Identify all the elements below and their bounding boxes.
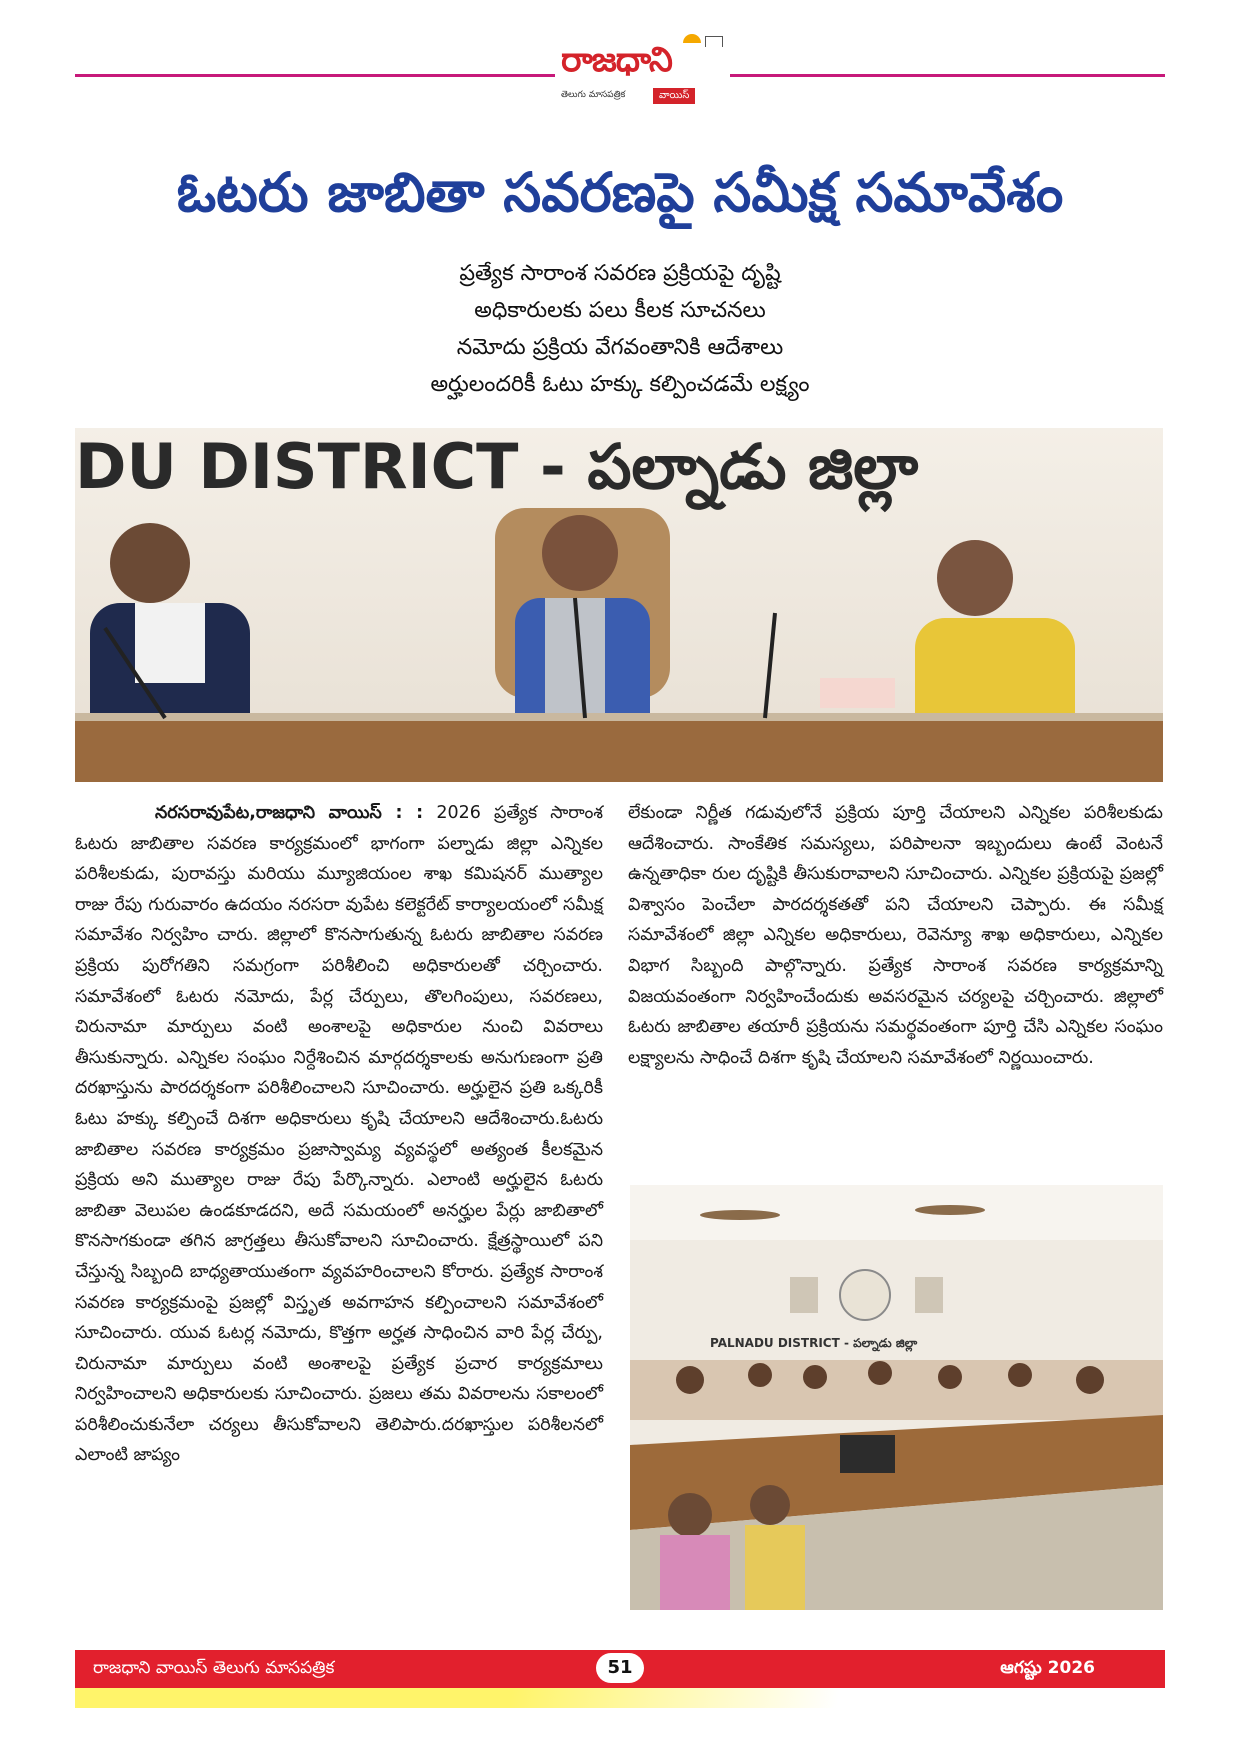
wall-sign-text: DU DISTRICT - పల్నాడు జిల్లా — [75, 430, 919, 503]
wall-sign-text: PALNADU DISTRICT - పల్నాడు జిల్లా — [710, 1336, 918, 1350]
footer-date: ఆగష్టు 2026 — [1000, 1658, 1095, 1678]
subheadings — [200, 255, 1040, 403]
logo-voice-tag: వాయిస్ — [653, 88, 695, 104]
page-footer — [75, 1650, 1165, 1688]
article-dateline: నరసరావుపేట,రాజధాని వాయిస్ : : — [155, 803, 424, 823]
article-column-left — [75, 798, 603, 1471]
logo-title: రాజధాని — [561, 40, 672, 80]
tower-icon — [705, 36, 723, 47]
subheading: ప్రత్యేక సారాంశ సవరణ ప్రక్రియపై దృష్టి — [459, 261, 781, 286]
page-number: 51 — [596, 1653, 644, 1683]
logo-subtitle: తెలుగు మాసపత్రిక — [561, 90, 626, 100]
sun-icon — [683, 34, 701, 43]
footer-band — [75, 1688, 1165, 1708]
meeting-photo-room — [630, 1185, 1163, 1610]
meeting-photo-main — [75, 428, 1163, 782]
footer-publication: రాజధాని వాయిస్ తెలుగు మాసపత్రిక — [93, 1658, 335, 1678]
footer-yellow-stripe — [75, 1688, 1165, 1708]
article-body-left: 2026 ప్రత్యేక సారాంశ ఓటరు జాబితాల సవరణ కార్యక్రమంలో భాగంగా పల్నాడు జిల్లా ఎన్నికల పరిశీలకుడు, పురావస్తు మరియు మ్యూజియంల శాఖ కమిషనర్ ముత్యాల రాజు రేపు గురువారం ఉదయం నరసరా వుపేట కలెక్టరేట్ కార్యాలయంలో సమీక్ష సమావేశం నిర్వహిం చారు. జిల్లాలో కొనసాగుతున్న ఓటరు జాబితాల సవరణ ప్రక్రియ పురోగతిని సమగ్రంగా పరిశీలించి అధికారులతో చర్చించారు. సమావేశంలో ఓటరు నమోదు, పేర్ల చేర్పులు, తొలగింపులు, సవరణలు, చిరునామా మార్పులు వంటి అంశాలపై అధికారుల నుంచి వివరాలు తీసుకున్నారు. ఎన్నికల సంఘం నిర్దేశించిన మార్గదర్శకాలకు అనుగుణంగా ప్రతి దరఖాస్తును పారదర్శకంగా పరిశీలించాలని సూచించారు. అర్హులైన ప్రతి ఒక్కరికీ ఓటు హక్కు కల్పించే దిశగా అధికారులు కృషి చేయాలని ఆదేశించారు.ఓటరు జాబితాల సవరణ కార్యక్రమం ప్రజాస్వామ్య వ్యవస్థలో అత్యంత కీలకమైన ప్రక్రియ అని ముత్యాల రాజు రేపు పేర్కొన్నారు. ఎలాంటి అర్హులైన ఓటరు జాబితా వెలుపల ఉండకూడదని, అదే సమయంలో అనర్హుల పేర్లు జాబితాలో కొనసాగకుండా తగిన జాగ్రత్తలు తీసుకోవాలని సూచించారు. క్షేత్రస్థాయిలో పని చేస్తున్న సిబ్బంది బాధ్యతాయుతంగా వ్యవహరించాలని కోరారు. ప్రత్యేక సారాంశ సవరణ కార్యక్రమంపై ప్రజల్లో విస్తృత అవగాహన కల్పించాలని సమావేశంలో సూచించారు. యువ ఓటర్ల నమోదు, కొత్తగా అర్హత సాధించిన వారి పేర్ల చేర్పు, చిరునామా మార్పులు వంటి అంశాలపై ప్రత్యేక ప్రచార కార్యక్రమాలు నిర్వహించాలని అధికారులకు సూచించారు. ప్రజలు తమ వివరాలను సకాలంలో పరిశీలించుకునేలా చర్యలు తీసుకోవాలని తెలిపారు.దరఖాస్తుల పరిశీలనలో ఎలాంటి జాప్యం — [75, 803, 604, 1466]
article-body-right: లేకుండా నిర్ణీత గడువులోనే ప్రక్రియ పూర్తి చేయాలని ఎన్నికల పరిశీలకుడు ఆదేశించారు. సాంకేతిక సమస్యలు, పరిపాలనా ఇబ్బందులు ఉంటే వెంటనే ఉన్నతాధికా రుల దృష్టికి తీసుకురావాలని సూచించారు. ఎన్నికల ప్రక్రియపై ప్రజల్లో విశ్వాసం పెంచేలా పారదర్శకతతో పని చేయాలని చెప్పారు. ఈ సమీక్ష సమావేశంలో జిల్లా ఎన్నికల అధికారులు, రెవెన్యూ శాఖ అధికారులు, ఎన్నికల విభాగ సిబ్బంది పాల్గొన్నారు. ప్రత్యేక సారాంశ సవరణ కార్యక్రమాన్ని విజయవంతంగా నిర్వహించేందుకు అవసరమైన చర్యలపై చర్చించారు. జిల్లాలో ఓటరు జాబితాల తయారీ ప్రక్రియను సమర్థవంతంగా పూర్తి చేసి ఎన్నికల సంఘం లక్ష్యాలను సాధించే దిశగా కృషి చేయాలని సమావేశంలో నిర్ణయించారు. — [628, 803, 1163, 1068]
article-headline: ఓటరు జాబితా సవరణపై సమీక్ష సమావేశం — [176, 161, 1064, 224]
subheading: నమోదు ప్రక్రియ వేగవంతానికి ఆదేశాలు — [456, 335, 784, 360]
masthead-logo — [555, 34, 730, 106]
subheading: అధికారులకు పలు కీలక సూచనలు — [474, 298, 766, 323]
subheading: అర్హులందరికీ ఓటు హక్కు కల్పించడమే లక్ష్యం — [430, 372, 810, 397]
article-column-right — [628, 798, 1163, 1073]
